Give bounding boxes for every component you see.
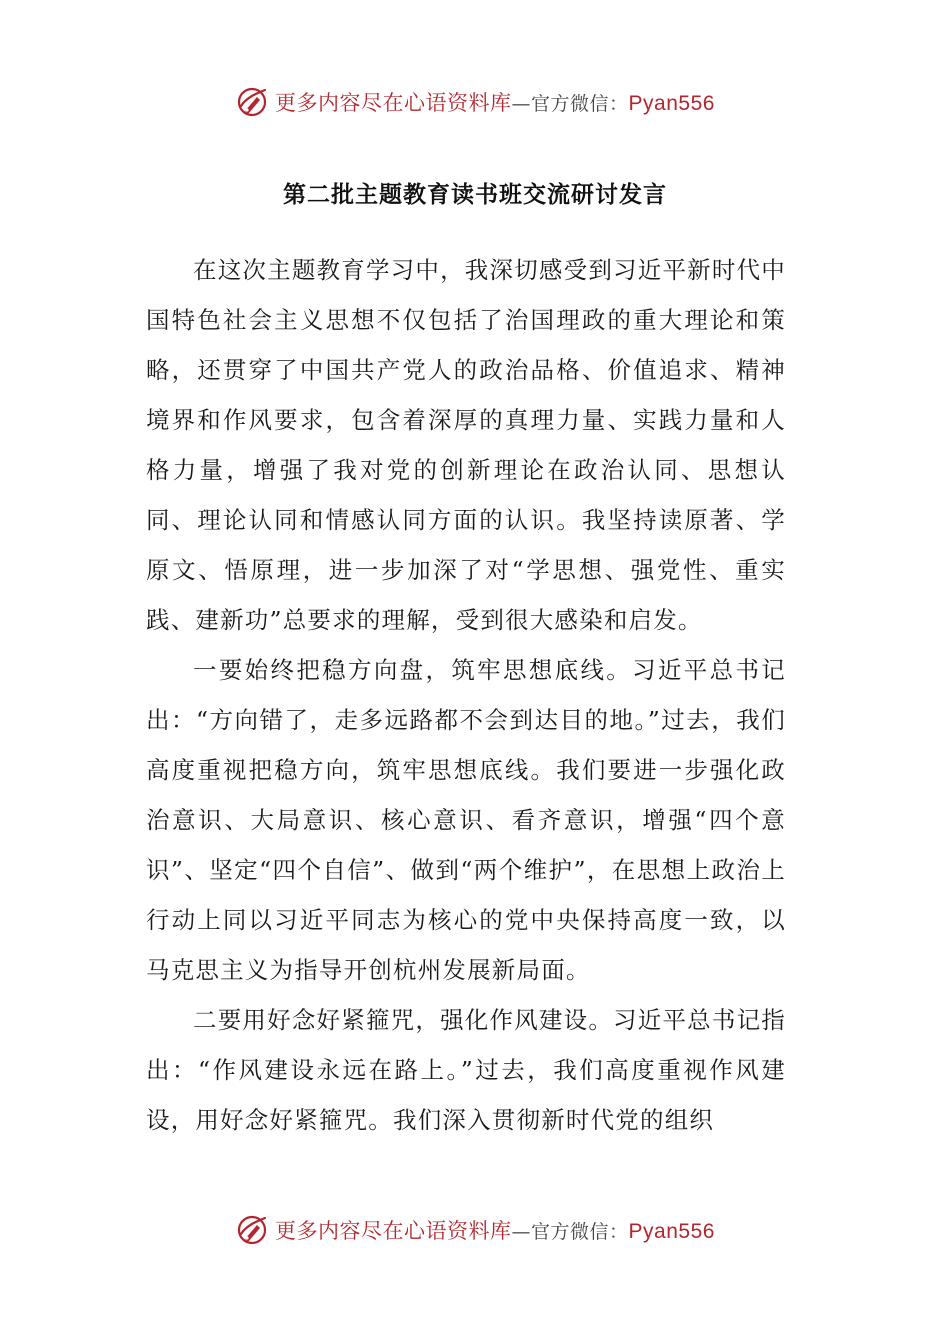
paragraph: 在这次主题教育学习中，我深切感受到习近平新时代中国特色社会主义思想不仅包括了治国理政的重大理论和策略，还贯穿了中国共产党人的政治品格、价值追求、精神境界和作风要求，包含着深厚的真理力量、实践力量和人格力量，增强了我对党的创新理论在政治认同、思想认同、理论认同和情感认同方面的认识。我坚持读原著、学原文、悟原理，进一步加深了对“学思想、强党性、重实践、建新功”总要求的理解，受到很大感染和启发。 xyxy=(146,256,786,634)
wechat-id: Pyan556 xyxy=(628,92,715,115)
wechat-label: 官方微信： xyxy=(531,1221,629,1243)
paragraph: 二要用好念好紧箍咒，强化作风建设。习近平总书记指出：“作风建设永远在路上。”过去，我们高度重视作风建设，用好念好紧箍咒。我们深入贯彻新时代党的组织 xyxy=(146,1006,786,1134)
library-name: 更多内容尽在心语资料库 xyxy=(275,1219,512,1243)
paragraph: 一要始终把稳方向盘，筑牢思想底线。习近平总书记出：“方向错了，走多远路都不会到达目的地。”过去，我们高度重视把稳方向，筑牢思想底线。我们要进一步强化政治意识、大局意识、核心意识、看齐意识，增强“四个意识”、坚定“四个自信”、做到“两个维护”，在思想上政治上行动上同以习近平同志为核心的党中央保持高度一致，以马克思主义为指导开创杭州发展新局面。 xyxy=(146,656,786,984)
banner-separator: — xyxy=(511,93,532,115)
footer-banner xyxy=(0,1210,950,1250)
wechat-label: 官方微信： xyxy=(531,93,629,115)
banner-text xyxy=(275,1215,715,1245)
pen-nib-circle-icon xyxy=(235,1213,269,1247)
wechat-id: Pyan556 xyxy=(628,1220,715,1243)
library-name: 更多内容尽在心语资料库 xyxy=(275,91,512,115)
banner-separator: — xyxy=(511,1221,532,1243)
pen-nib-circle-icon xyxy=(235,85,269,119)
header-banner xyxy=(0,82,950,122)
document-title: 第二批主题教育读书班交流研讨发言 xyxy=(283,182,667,208)
banner-text xyxy=(275,87,715,117)
document-body xyxy=(146,245,786,1145)
